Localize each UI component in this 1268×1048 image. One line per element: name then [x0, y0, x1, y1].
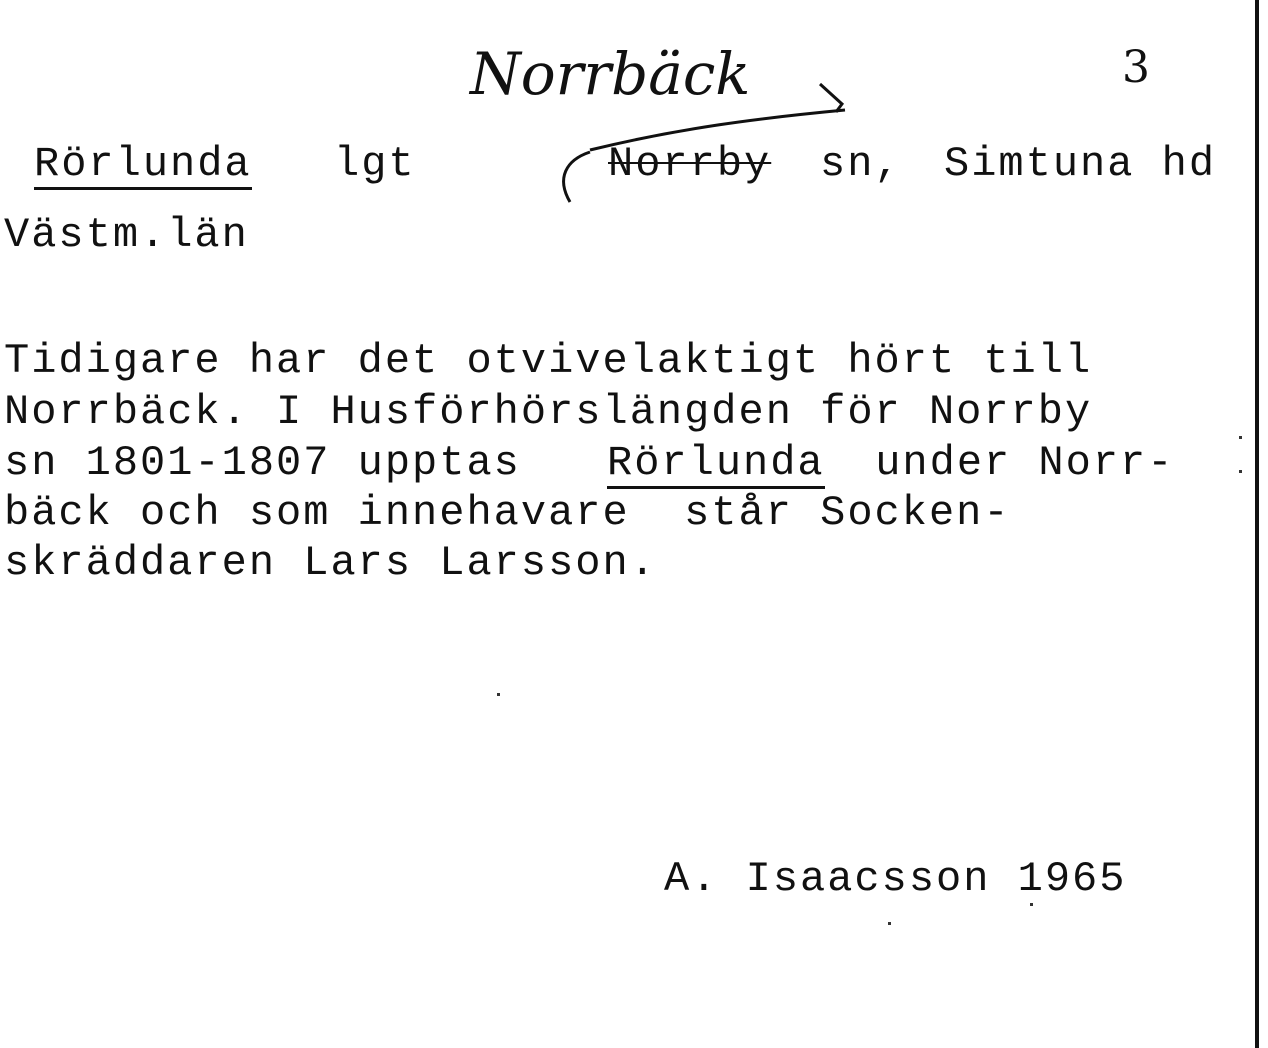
body-line-3a: sn 1801-1807 upptas: [4, 439, 549, 487]
body-line-4: bäck och som innehavare står Socken-: [4, 489, 1011, 537]
handwritten-correction: Norrbäck: [470, 40, 751, 108]
body-line-3-place: Rörlunda: [607, 439, 825, 487]
struck-parish: Norrby: [608, 140, 772, 188]
signature: A. Isaacsson 1965: [664, 855, 1127, 903]
card-number: 3: [1122, 42, 1150, 93]
ink-speck: [497, 693, 500, 696]
ink-speck: [1030, 903, 1033, 906]
ink-speck: [888, 922, 891, 925]
card-edge-line: [1255, 0, 1259, 1048]
parish-suffix: sn,: [820, 140, 902, 188]
body-line-2: Norrbäck. I Husförhörslängden för Norrby: [4, 388, 1093, 436]
place-type: lgt: [334, 140, 416, 188]
body-line-1: Tidigare har det otvivelaktigt hört till: [4, 337, 1093, 385]
body-line-3b: under Norr-: [848, 439, 1175, 487]
hundred: Simtuna hd: [944, 140, 1217, 188]
body-line-5: skräddaren Lars Larsson.: [4, 539, 657, 587]
ink-speck: [1239, 436, 1242, 439]
county: Västm.län: [4, 211, 249, 259]
place-name: Rörlunda: [34, 140, 252, 188]
ink-speck: [1239, 470, 1242, 473]
